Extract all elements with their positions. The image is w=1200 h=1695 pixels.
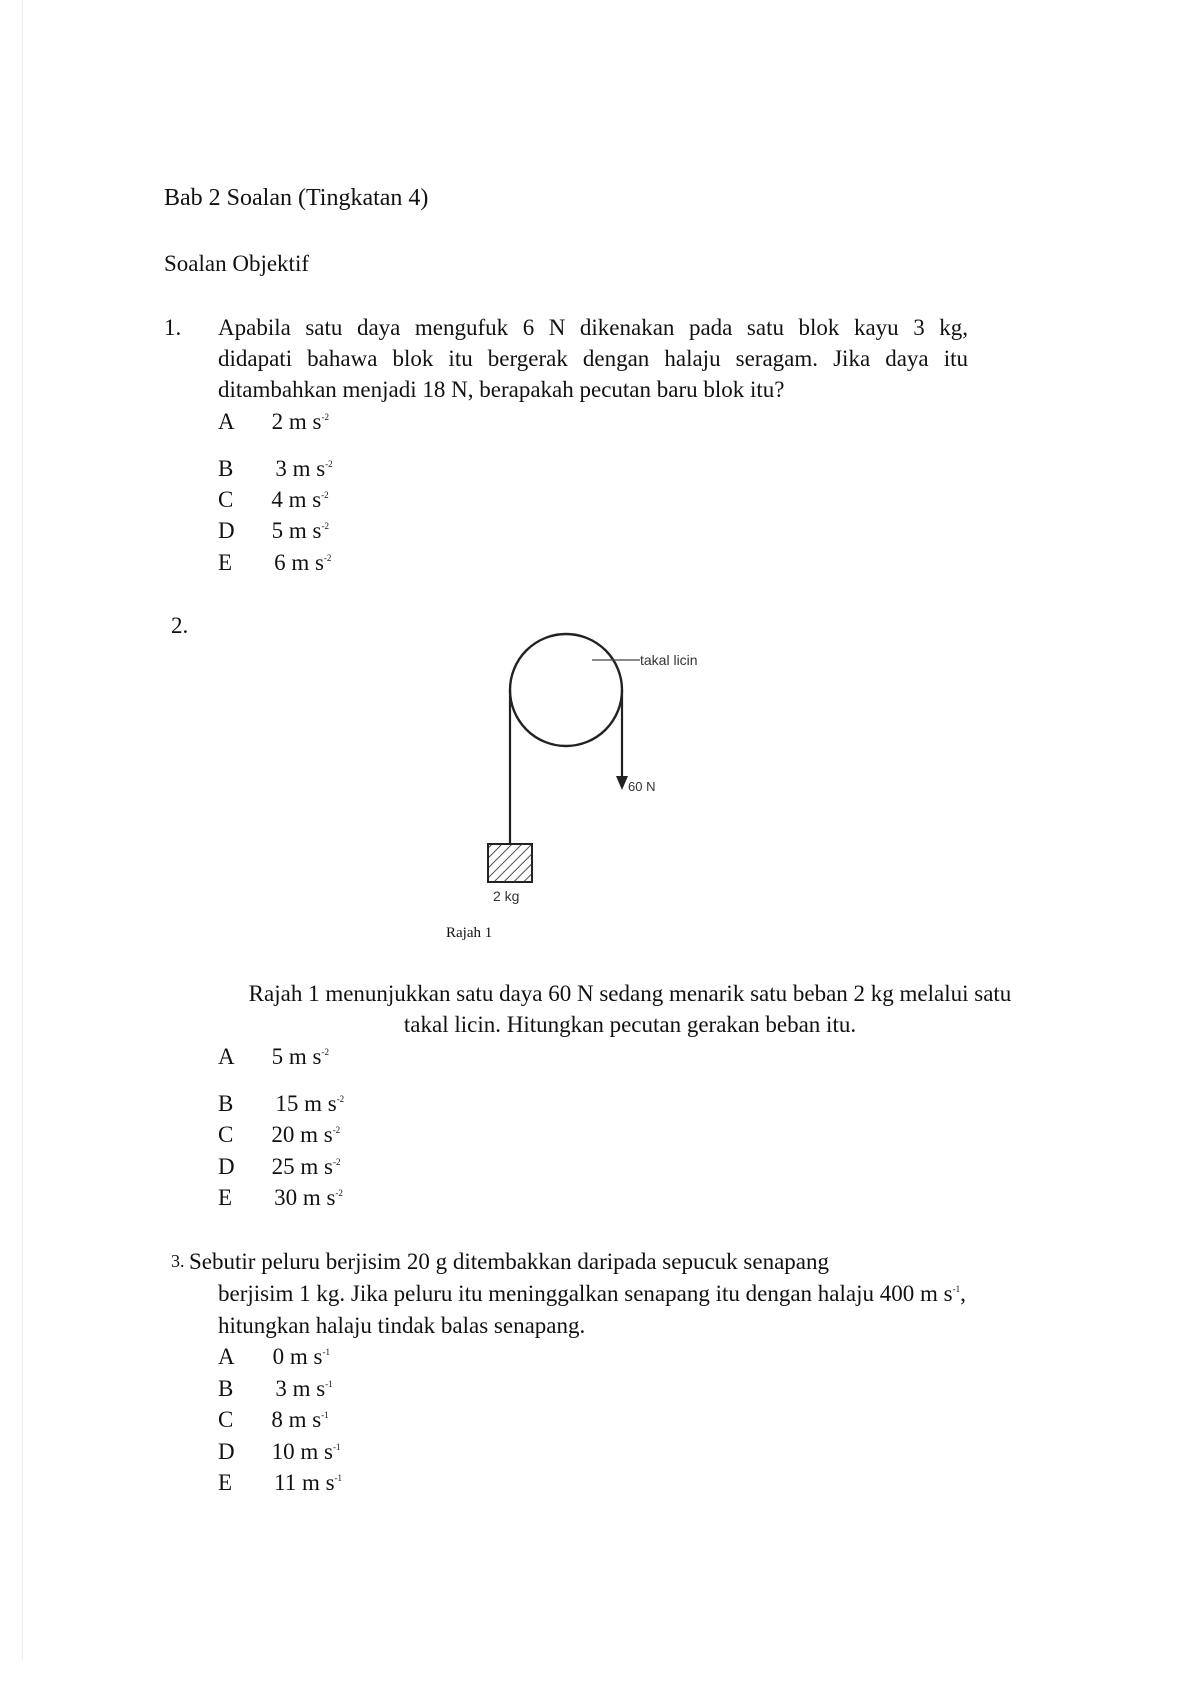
mass-block <box>488 844 532 882</box>
option-value: 25 m s <box>271 1154 333 1179</box>
option-exponent: -2 <box>332 1157 341 1167</box>
option-b[interactable] <box>218 1092 344 1115</box>
question-text-line: Apabila satu daya mengufuk 6 N dikenakan pada satu blok kayu 3 kg, <box>218 315 968 340</box>
question-number: 2. <box>171 613 189 638</box>
question-text-line: Sebutir peluru berjisim 20 g ditembakkan daripada sepucuk senapang <box>189 1249 829 1274</box>
force-arrow-icon <box>616 776 628 790</box>
option-e[interactable] <box>218 1471 342 1494</box>
option-exponent: -2 <box>325 459 333 469</box>
pulley-diagram <box>480 628 720 908</box>
option-letter: D <box>218 518 235 543</box>
option-letter: E <box>218 550 233 575</box>
option-letter: B <box>218 1091 234 1116</box>
option-value: 4 m s <box>271 487 322 512</box>
option-value: 15 m s <box>275 1091 337 1116</box>
question-text-line: ditambahkan menjadi 18 N, berapakah pecutan baru blok itu? <box>218 377 785 402</box>
option-c[interactable] <box>218 1123 340 1146</box>
option-a[interactable] <box>218 410 329 433</box>
option-value: 20 m s <box>271 1122 333 1147</box>
option-letter: B <box>218 1376 234 1401</box>
option-letter: C <box>218 487 234 512</box>
option-exponent: -2 <box>321 412 329 422</box>
force-label: 60 N <box>628 779 656 794</box>
question-text-line: Rajah 1 menunjukkan satu daya 60 N sedang menarik satu beban 2 kg melalui satu <box>248 981 1012 1006</box>
option-letter: D <box>218 1439 235 1464</box>
option-value: 0 m s <box>272 1344 323 1369</box>
option-exponent: -1 <box>325 1379 333 1389</box>
option-exponent: -2 <box>335 1188 343 1198</box>
question-text-line: takal licin. Hitungkan pecutan gerakan beban itu. <box>403 1012 857 1037</box>
option-value: 11 m s <box>274 1470 335 1495</box>
option-exponent: -1 <box>332 1442 341 1452</box>
question-text: berjisim 1 kg. Jika peluru itu meninggalkan senapang itu dengan halaju 400 m s <box>218 1281 953 1306</box>
option-value: 2 m s <box>271 409 322 434</box>
question-text-line: hitungkan halaju tindak balas senapang. <box>218 1313 586 1338</box>
option-e[interactable] <box>218 1186 343 1209</box>
unit-exponent: -1 <box>952 1284 961 1294</box>
option-a[interactable] <box>218 1345 330 1368</box>
option-a[interactable] <box>218 1045 329 1068</box>
option-value: 8 m s <box>271 1407 322 1432</box>
option-d[interactable] <box>218 1440 340 1463</box>
option-c[interactable] <box>218 488 329 511</box>
option-exponent: -2 <box>332 1125 341 1135</box>
page-title: Bab 2 Soalan (Tingkatan 4) <box>164 185 429 211</box>
question-text-line: didapati bahawa blok itu bergerak dengan halaju seragam. Jika daya itu <box>218 346 968 371</box>
option-letter: E <box>218 1470 233 1495</box>
figure-caption: Rajah 1 <box>446 925 493 941</box>
option-letter: A <box>218 409 235 434</box>
option-exponent: -2 <box>321 521 329 531</box>
option-exponent: -1 <box>321 1410 329 1420</box>
option-letter: C <box>218 1122 234 1147</box>
option-d[interactable] <box>218 1155 340 1178</box>
pulley-wheel <box>510 634 622 746</box>
option-e[interactable] <box>218 551 331 574</box>
option-letter: E <box>218 1185 233 1210</box>
option-value: 5 m s <box>271 1044 322 1069</box>
pulley-label: takal licin <box>640 652 698 668</box>
question-number: 1. <box>164 315 182 340</box>
option-value: 3 m s <box>275 456 326 481</box>
mass-label: 2 kg <box>493 888 520 904</box>
option-exponent: -1 <box>334 1473 343 1483</box>
page-edge <box>22 0 23 1660</box>
option-value: 10 m s <box>271 1439 333 1464</box>
option-c[interactable] <box>218 1408 329 1431</box>
option-b[interactable] <box>218 1377 333 1400</box>
option-letter: D <box>218 1154 235 1179</box>
option-value: 30 m s <box>274 1185 336 1210</box>
option-letter: A <box>218 1044 235 1069</box>
option-exponent: -2 <box>336 1094 345 1104</box>
option-exponent: -1 <box>322 1347 330 1357</box>
option-b[interactable] <box>218 457 333 480</box>
question-text-line <box>218 1282 966 1305</box>
option-d[interactable] <box>218 519 329 542</box>
option-value: 6 m s <box>274 550 324 575</box>
punctuation: , <box>960 1281 966 1306</box>
option-value: 3 m s <box>275 1376 326 1401</box>
section-heading: Soalan Objektif <box>164 251 309 276</box>
option-exponent: -2 <box>321 490 329 500</box>
option-letter: C <box>218 1407 234 1432</box>
option-letter: A <box>218 1344 235 1369</box>
option-exponent: -2 <box>323 553 332 563</box>
question-number: 3. <box>171 1251 185 1271</box>
option-letter: B <box>218 456 234 481</box>
option-exponent: -2 <box>321 1047 329 1057</box>
option-value: 5 m s <box>271 518 322 543</box>
